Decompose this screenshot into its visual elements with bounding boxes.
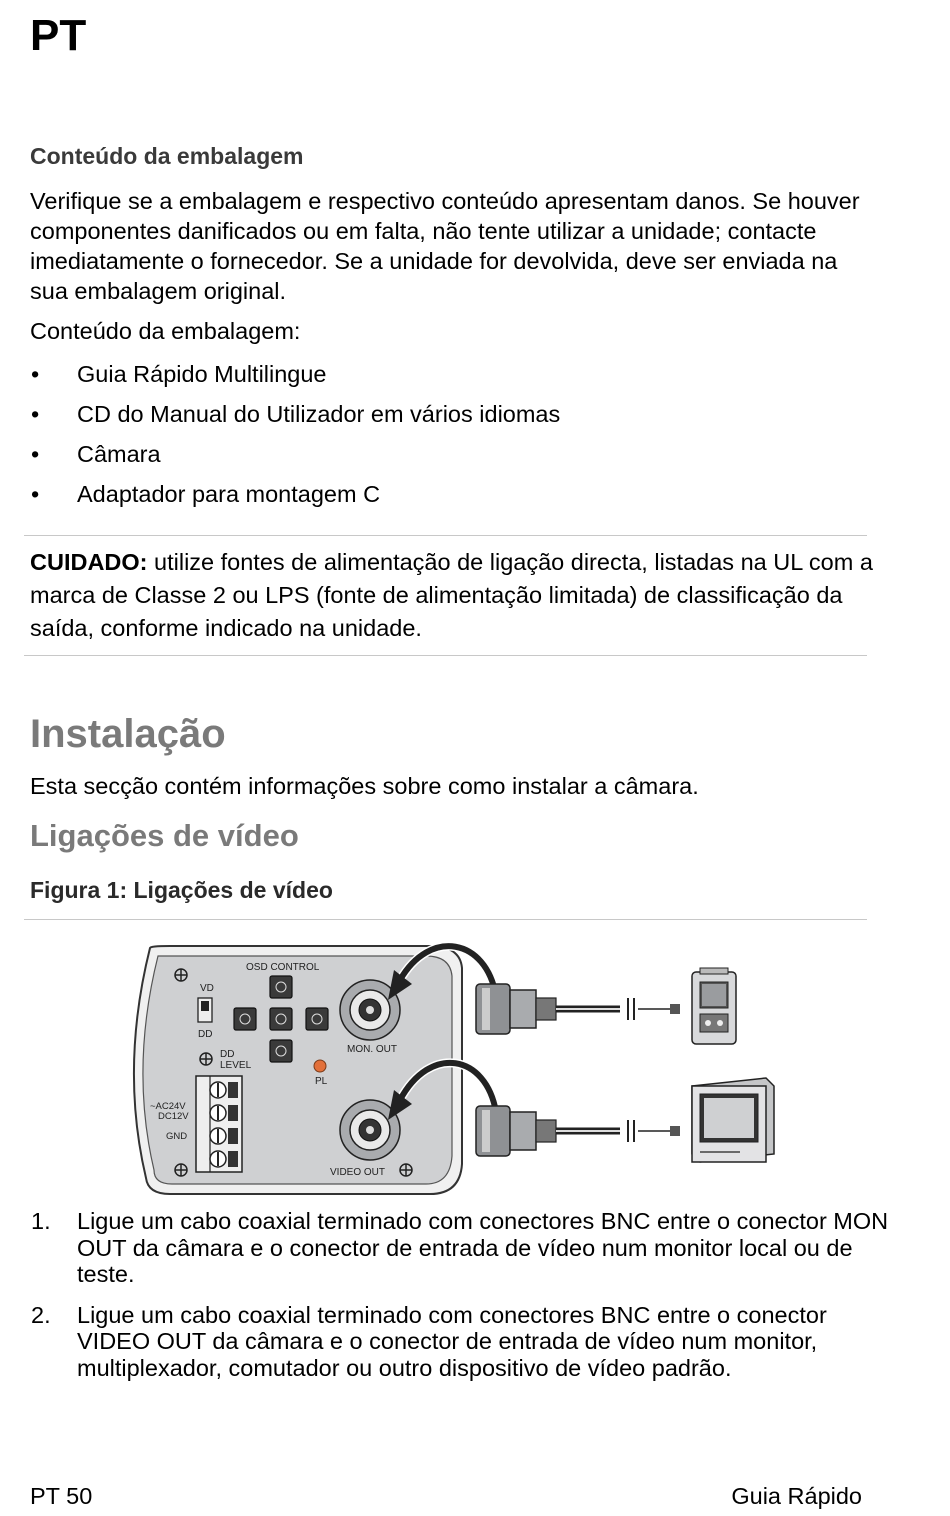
camera-rear-panel [134, 946, 462, 1194]
bullet-icon: • [31, 401, 40, 427]
caution-label: CUIDADO: [30, 549, 148, 575]
dd-level-adjust-icon [200, 1053, 212, 1065]
contents-list [30, 357, 560, 517]
caution-bottom-divider [24, 655, 867, 656]
list-item: • Adaptador para montagem C [30, 477, 560, 517]
dd-label: DD [198, 1029, 213, 1040]
caution-note [30, 546, 880, 645]
pl-label: PL [315, 1076, 328, 1087]
crt-monitor-icon [692, 1078, 774, 1162]
vd-label: VD [200, 983, 214, 994]
list-item: • Guia Rápido Multilingue [30, 357, 560, 397]
screw-icon [175, 969, 187, 981]
dc12v-label: DC12V [158, 1111, 189, 1122]
step-number: 1. [31, 1208, 51, 1234]
list-item: • Câmara [30, 437, 560, 477]
osd-control-label: OSD CONTROL [246, 962, 320, 973]
installation-steps [30, 1208, 890, 1395]
step-number: 2. [31, 1301, 51, 1328]
packaging-heading: Conteúdo da embalagem [30, 143, 304, 169]
figure-caption: Figura 1: Ligações de vídeo [30, 877, 333, 903]
installation-intro: Esta secção contém informações sobre como instalar a câmara. [30, 773, 699, 799]
step-text: Ligue um cabo coaxial terminado com conectores BNC entre o conector VIDEO OUT da câmara e o conector de entrada de vídeo num monitor, multiplexador, comutador ou outro dispositivo de vídeo padrão. [77, 1301, 827, 1381]
gnd-label: GND [166, 1131, 188, 1142]
list-item [30, 1302, 890, 1382]
page-number: PT 50 [30, 1483, 93, 1509]
mon-out-label: MON. OUT [347, 1044, 397, 1055]
bullet-icon: • [31, 441, 40, 467]
bnc-cable [476, 1106, 680, 1156]
caution-top-divider [24, 535, 867, 536]
screw-icon [400, 1164, 412, 1176]
contents-label: Conteúdo da embalagem: [30, 318, 301, 344]
step-text: Ligue um cabo coaxial terminado com conectores BNC entre o conector MON OUT da câmara e o conector de entrada de vídeo num monitor local ou de teste. [77, 1208, 889, 1287]
language-tag: PT [30, 11, 87, 60]
dd-level-label: LEVEL [220, 1060, 252, 1071]
video-connections-heading: Ligações de vídeo [30, 818, 299, 853]
bullet-icon: • [31, 361, 40, 387]
bullet-icon: • [31, 481, 40, 507]
power-led [314, 1060, 326, 1072]
video-out-label: VIDEO OUT [330, 1167, 386, 1178]
list-item [30, 1208, 890, 1288]
list-item: • CD do Manual do Utilizador em vários idiomas [30, 397, 560, 437]
dd-level-label: DD [220, 1049, 235, 1060]
packaging-paragraph: Verifique se a embalagem e respectivo conteúdo apresentam danos. Se houver componentes danificados ou em falta, não tente utilizar a unidade; contacte imediatamente o fornecedor. Se a unidade for devolvida, deve ser enviada na sua embalagem original. [30, 188, 860, 304]
video-connections-figure [110, 928, 790, 1204]
test-monitor-icon [692, 968, 736, 1044]
document-title: Guia Rápido [731, 1483, 862, 1509]
bnc-cable [476, 984, 680, 1034]
screw-icon [175, 1164, 187, 1176]
installation-heading: Instalação [30, 712, 226, 756]
caution-text: utilize fontes de alimentação de ligação directa, listadas na UL com a marca de Classe 2 ou LPS (fonte de alimentação limitada) de classificação da saída, conforme indicado na unidade. [30, 549, 873, 641]
figure-divider [24, 919, 867, 920]
ac24v-label: ~AC24V [150, 1101, 186, 1112]
power-terminal-block [196, 1076, 242, 1172]
